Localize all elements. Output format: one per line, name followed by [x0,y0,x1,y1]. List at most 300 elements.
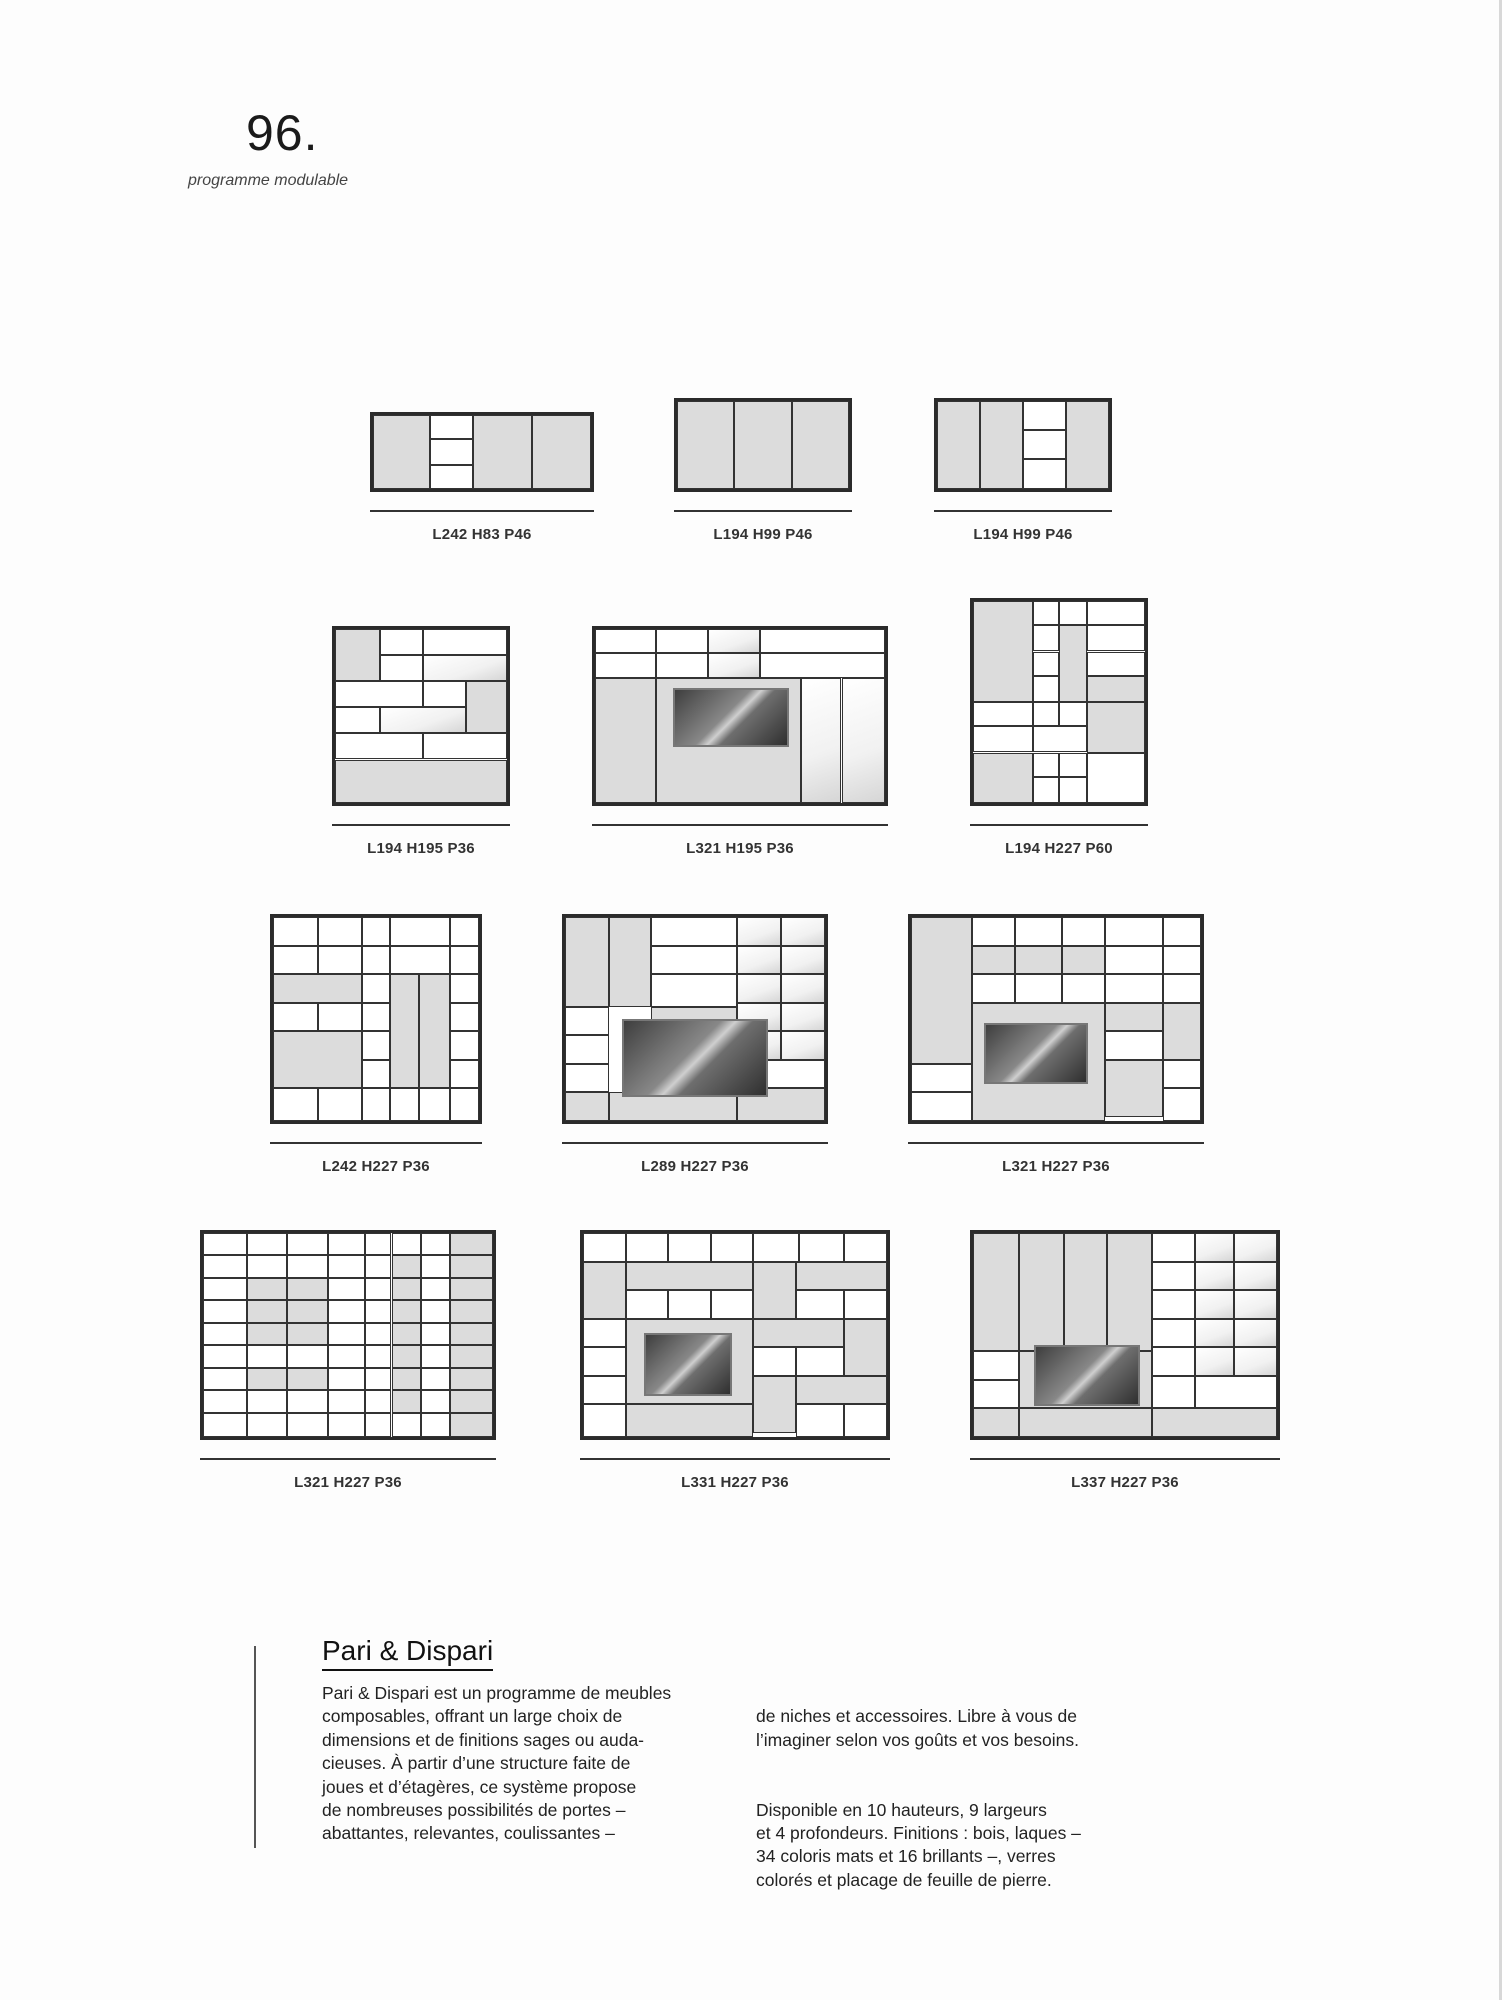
open-niche [365,1278,391,1300]
unit-dimensions: L321 H227 P36 [1002,1158,1110,1175]
open-niche [362,1003,391,1032]
unit-baseline [908,1142,1204,1144]
open-niche [972,917,1016,946]
door-panel [287,1278,328,1300]
unit-baseline [674,510,852,512]
door-panel [753,1319,844,1348]
open-niche [450,917,479,946]
open-niche [844,1290,887,1319]
door-panel [753,1376,796,1433]
open-niche [450,946,479,975]
open-niche [430,465,474,489]
open-niche [1163,946,1201,975]
door-panel [734,401,792,489]
open-niche [450,1003,479,1032]
door-panel [392,1368,421,1390]
open-niche [711,1290,754,1319]
open-niche [203,1300,247,1322]
open-niche [1059,753,1087,777]
open-niche [423,733,507,759]
open-niche [1015,917,1061,946]
door-panel [565,917,609,1007]
open-niche [583,1319,626,1348]
open-niche [318,917,361,946]
glass-panel [1195,1262,1235,1291]
open-niche [287,1233,328,1255]
door-panel [980,401,1023,489]
open-niche [365,1413,391,1437]
glass-panel [781,1031,825,1060]
door-panel [595,678,656,803]
unit-baseline [934,510,1112,512]
door-panel [626,1262,754,1291]
glass-panel [1234,1233,1277,1262]
glass-panel [1234,1347,1277,1376]
furniture-drawing [370,412,594,492]
furniture-unit [940,1230,1310,1506]
furniture-drawing [934,398,1112,492]
open-niche [318,946,361,975]
unit-baseline [970,824,1148,826]
open-niche [421,1390,450,1412]
unit-dimensions: L337 H227 P36 [1071,1474,1179,1491]
open-niche [380,655,423,681]
door-panel [1059,625,1087,702]
furniture-unit [340,412,624,558]
page-number: 96. [246,105,319,161]
open-niche [430,439,474,464]
unit-dimensions: L194 H99 P46 [973,526,1073,543]
open-niche [421,1300,450,1322]
open-niche [421,1413,450,1437]
door-panel [392,1300,421,1322]
open-niche [365,1390,391,1412]
door-panel [911,917,972,1064]
open-niche [651,917,737,946]
unit-baseline [970,1458,1280,1460]
open-niche [203,1368,247,1390]
open-niche [1152,1319,1195,1348]
open-niche [656,653,708,677]
open-niche [328,1233,366,1255]
open-niche [450,1031,479,1060]
door-panel [247,1300,288,1322]
furniture-unit [904,398,1142,558]
door-panel [973,1233,1019,1351]
door-panel [532,415,591,489]
door-panel [450,1278,494,1300]
door-panel [792,401,849,489]
text-divider-line [254,1646,256,1848]
open-niche [1152,1347,1195,1376]
tv-screen [984,1023,1088,1084]
open-niche [328,1345,366,1367]
open-niche [421,1255,450,1277]
glass-panel [842,678,886,803]
description-paragraph-1: de niches et accessoires. Libre à vous de l’imaginer selon vos goûts et vos besoins. [756,1706,1079,1750]
description-paragraph-2: Disponible en 10 hauteurs, 9 largeurs et 4 profondeurs. Finitions : bois, laques – 34 coloris mats et 16 brillants –, verres colorés et placage de feuille de pierre. [756,1799,1081,1890]
door-panel [1019,1233,1065,1351]
door-panel [392,1278,421,1300]
open-niche [247,1413,288,1437]
open-niche [450,1088,479,1121]
section-title: Pari & Dispari [322,1634,493,1671]
unit-dimensions: L242 H83 P46 [432,526,532,543]
furniture-drawing [200,1230,496,1440]
open-niche [844,1233,887,1262]
open-niche [972,974,1016,1003]
open-niche [1087,753,1145,804]
open-niche [203,1413,247,1437]
door-panel [273,1031,362,1088]
open-niche [651,946,737,975]
door-panel [287,1300,328,1322]
furniture-unit [532,914,858,1190]
door-panel [450,1368,494,1390]
open-niche [380,629,423,655]
door-panel [1105,1003,1163,1032]
open-niche [362,1060,391,1089]
unit-dimensions: L194 H227 P60 [1005,840,1113,857]
open-niche [973,702,1033,726]
tv-screen [644,1333,732,1396]
description-column-1: Pari & Dispari est un programme de meubles composables, offrant un large choix de dimensions et de finitions sages ou auda- cieuses. À partir d’une structure faite de joues et d’étagères, ce système propose de nombreuses possibilités de portes – abattantes, relevantes, coulissantes – [322,1683,672,1844]
furniture-drawing [580,1230,890,1440]
open-niche [328,1390,366,1412]
open-niche [1033,753,1059,777]
door-panel [972,946,1016,975]
open-niche [419,1088,450,1121]
open-niche [1163,1060,1201,1089]
unit-baseline [270,1142,482,1144]
door-panel [335,629,380,681]
page-subtitle: programme modulable [188,172,349,189]
open-niche [421,1368,450,1390]
open-niche [362,974,391,1003]
open-niche [1033,652,1059,676]
open-niche [1033,726,1086,752]
description-column-2 [756,1682,1156,1939]
open-niche [365,1300,391,1322]
open-niche [1105,974,1163,1003]
unit-baseline [580,1458,890,1460]
open-niche [450,1060,479,1089]
furniture-drawing [970,1230,1280,1440]
unit-dimensions: L289 H227 P36 [641,1158,749,1175]
furniture-drawing [674,398,852,492]
furniture-unit [940,598,1178,872]
door-panel [609,917,651,1007]
open-niche [1195,1376,1277,1409]
furniture-unit [644,398,882,558]
unit-dimensions: L321 H195 P36 [686,840,794,857]
tv-screen [622,1019,768,1097]
door-panel [450,1345,494,1367]
door-panel [973,753,1033,804]
furniture-unit [878,914,1234,1190]
open-niche [583,1376,626,1405]
open-niche [1033,625,1059,651]
open-niche [362,917,391,946]
open-niche [1087,601,1145,625]
open-niche [668,1233,711,1262]
glass-panel [1234,1290,1277,1319]
glass-panel [737,917,781,946]
open-niche [760,629,885,653]
open-niche [1105,946,1163,975]
door-panel [473,415,532,489]
door-panel [247,1278,288,1300]
open-niche [973,726,1033,752]
door-panel [450,1390,494,1412]
glass-panel [1195,1233,1235,1262]
door-panel [565,1092,609,1121]
open-niche [365,1345,391,1367]
door-panel [450,1233,494,1255]
open-niche [247,1345,288,1367]
open-niche [287,1345,328,1367]
open-niche [287,1255,328,1277]
open-niche [595,629,656,653]
open-niche [273,1003,318,1032]
unit-dimensions: L242 H227 P36 [322,1158,430,1175]
glass-panel [781,1003,825,1032]
open-niche [247,1390,288,1412]
open-niche [565,1007,609,1036]
open-niche [1163,917,1201,946]
open-niche [247,1233,288,1255]
open-niche [362,1031,391,1060]
open-niche [390,946,450,975]
open-niche [1062,974,1106,1003]
open-niche [203,1255,247,1277]
glass-panel [708,653,760,677]
open-niche [1152,1262,1195,1291]
open-niche [1015,974,1061,1003]
door-panel [466,681,507,733]
furniture-drawing [592,626,888,806]
open-niche [1087,625,1145,651]
open-niche [421,1345,450,1367]
open-niche [365,1255,391,1277]
open-niche [911,1092,972,1121]
open-niche [335,733,423,759]
open-niche [328,1255,366,1277]
open-niche [450,974,479,1003]
glass-panel [708,629,760,653]
unit-baseline [332,824,510,826]
open-niche [421,1323,450,1345]
furniture-drawing [332,626,510,806]
furniture-drawing [270,914,482,1124]
door-panel [335,760,507,804]
open-niche [335,707,380,733]
open-niche [1152,1376,1195,1409]
open-niche [583,1404,626,1437]
door-panel [973,1408,1019,1437]
open-niche [273,1088,318,1121]
open-niche [335,681,423,707]
open-niche [362,946,391,975]
door-panel [1015,946,1061,975]
open-niche [1163,1088,1201,1121]
unit-dimensions: L194 H195 P36 [367,840,475,857]
open-niche [1105,917,1163,946]
open-niche [390,917,450,946]
open-niche [760,653,885,677]
furniture-unit [562,626,918,872]
open-niche [1152,1290,1195,1319]
furniture-unit [302,626,540,872]
open-niche [365,1323,391,1345]
furniture-unit [550,1230,920,1506]
open-niche [421,1233,450,1255]
door-panel [973,601,1033,702]
door-panel [373,415,430,489]
open-niche [421,1278,450,1300]
tv-screen [1034,1345,1140,1406]
door-panel [273,974,362,1003]
glass-panel [1234,1262,1277,1291]
open-niche [273,917,318,946]
open-niche [1023,459,1066,489]
door-panel [1152,1408,1277,1437]
open-niche [796,1404,845,1437]
open-niche [1033,676,1059,702]
open-niche [753,1347,796,1376]
unit-dimensions: L321 H227 P36 [294,1474,402,1491]
unit-dimensions: L194 H99 P46 [713,526,813,543]
tv-screen [673,688,789,747]
open-niche [844,1404,887,1437]
open-niche [203,1390,247,1412]
glass-panel [737,974,781,1003]
open-niche [1059,777,1087,803]
open-niche [799,1233,845,1262]
open-niche [1033,702,1059,726]
door-panel [1087,702,1145,753]
open-niche [1163,974,1201,1003]
open-niche [328,1300,366,1322]
door-panel [1062,946,1106,975]
furniture-unit [170,1230,526,1506]
open-niche [1033,777,1059,803]
open-niche [365,1368,391,1390]
door-panel [1087,676,1145,702]
open-niche [651,974,737,1007]
open-niche [273,946,318,975]
door-panel [1066,401,1109,489]
door-panel [844,1319,887,1376]
furniture-drawing [970,598,1148,806]
door-panel [1019,1408,1153,1437]
open-niche [392,1413,421,1437]
door-panel [796,1376,887,1405]
open-niche [318,1088,361,1121]
unit-baseline [200,1458,496,1460]
open-niche [1105,1031,1163,1060]
open-niche [911,1064,972,1093]
door-panel [392,1390,421,1412]
unit-baseline [562,1142,828,1144]
glass-panel [380,707,466,733]
door-panel [450,1323,494,1345]
glass-panel [781,946,825,975]
open-niche [626,1290,669,1319]
open-niche [423,629,507,655]
door-panel [392,1323,421,1345]
open-niche [423,681,466,707]
open-niche [753,1233,799,1262]
open-niche [390,1088,419,1121]
open-niche [362,1088,391,1121]
open-niche [328,1413,366,1437]
open-niche [1152,1233,1195,1262]
glass-panel [737,946,781,975]
open-niche [668,1290,711,1319]
door-panel [626,1404,754,1437]
door-panel [392,1255,421,1277]
open-niche [626,1233,669,1262]
open-niche [973,1351,1019,1380]
glass-panel [423,655,507,681]
open-niche [973,1380,1019,1409]
open-niche [796,1347,845,1376]
open-niche [328,1368,366,1390]
open-niche [711,1233,754,1262]
open-niche [583,1347,626,1376]
open-niche [1087,652,1145,676]
open-niche [328,1323,366,1345]
open-niche [203,1233,247,1255]
door-panel [1107,1233,1153,1351]
open-niche [583,1233,626,1262]
glass-panel [1195,1290,1235,1319]
door-panel [392,1345,421,1367]
door-panel [247,1323,288,1345]
door-panel [937,401,980,489]
door-panel [1163,1003,1201,1060]
open-niche [595,653,656,677]
door-panel [450,1300,494,1322]
unit-baseline [370,510,594,512]
door-panel [287,1323,328,1345]
open-niche [318,1003,361,1032]
open-niche [1059,702,1087,726]
open-niche [247,1255,288,1277]
open-niche [203,1278,247,1300]
open-niche [1023,401,1066,430]
door-panel [450,1255,494,1277]
unit-dimensions: L331 H227 P36 [681,1474,789,1491]
open-niche [1033,601,1059,625]
open-niche [656,629,708,653]
open-niche [1062,917,1106,946]
open-niche [203,1345,247,1367]
door-panel [753,1262,796,1319]
open-niche [365,1233,391,1255]
glass-panel [1234,1319,1277,1348]
glass-panel [1195,1347,1235,1376]
furniture-drawing [908,914,1204,1124]
open-niche [328,1278,366,1300]
door-panel [609,1092,736,1121]
open-niche [203,1323,247,1345]
open-niche [1059,601,1087,625]
door-panel [287,1368,328,1390]
open-niche [565,1064,609,1093]
open-niche [796,1290,845,1319]
